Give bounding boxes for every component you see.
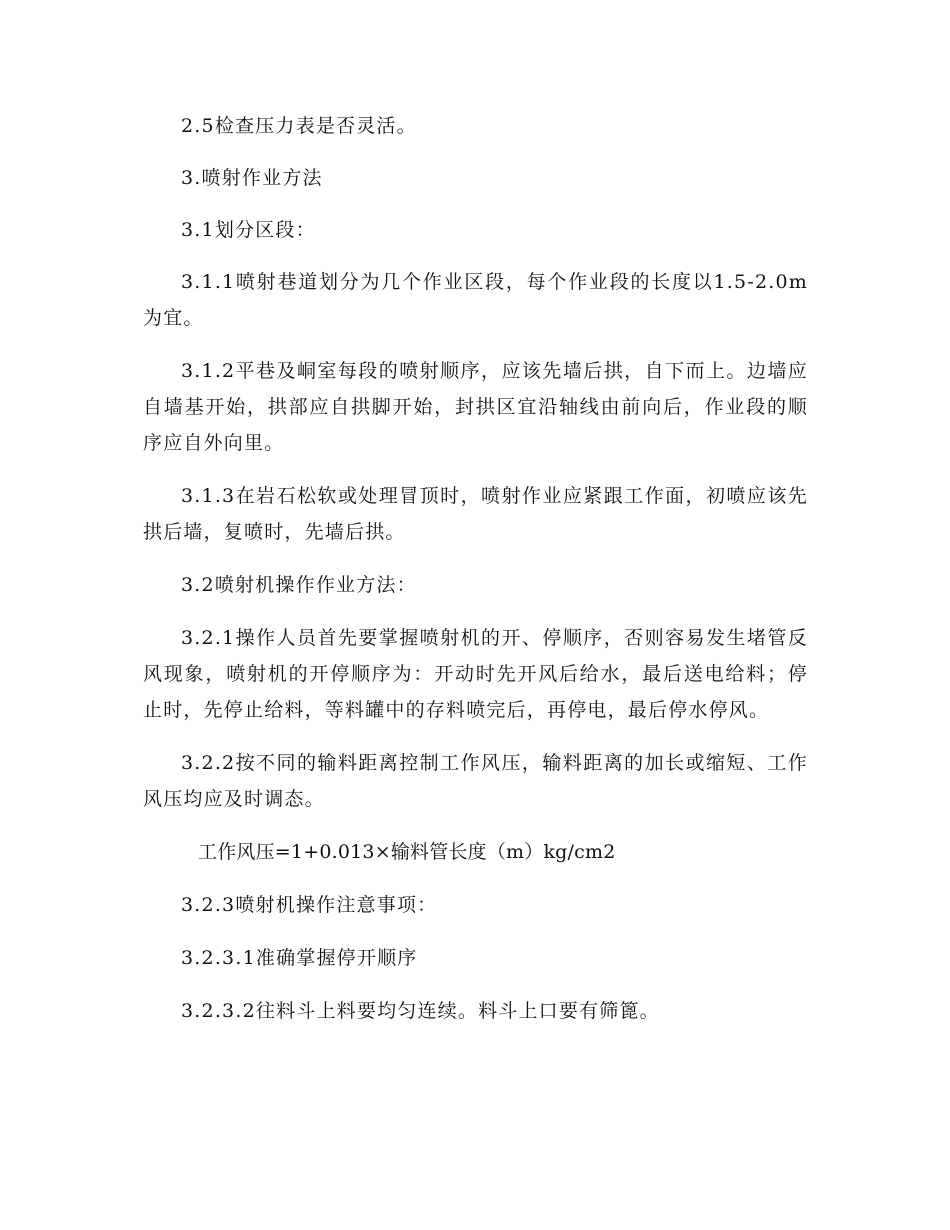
paragraph-3-2-2: 3.2.2按不同的输料距离控制工作风压，输料距离的加长或缩短、工作风压均应及时调态。 xyxy=(143,752,808,810)
heading-3-2-machine-operation: 3.2喷射机操作作业方法： xyxy=(181,574,417,596)
paragraph-3-1-2: 3.1.2平巷及峒室每段的喷射顺序，应该先墙后拱，自下而上。边墙应自墙基开始，拱部应自拱脚开始，封拱区宜沿轴线由前向后，作业段的顺序应自外向里。 xyxy=(143,360,808,454)
heading-3-spray-method: 3.喷射作业方法 xyxy=(181,167,323,189)
document-body xyxy=(143,108,808,1029)
working-pressure-formula: 工作风压=1+0.013×输料管长度（m）kg/cm2 xyxy=(198,841,616,863)
paragraph-2-5: 2.5检查压力表是否灵活。 xyxy=(181,115,417,137)
paragraph-3-2-1: 3.2.1操作人员首先要掌握喷射机的开、停顺序，否则容易发生堵管反风现象，喷射机的开停顺序为：开动时先开风后给水，最后送电给料；停止时，先停止给料，等料罐中的存料喷完后，再停电，最后停水停风。 xyxy=(143,627,808,721)
paragraph-3-2-3-2: 3.2.3.2往料斗上料要均匀连续。料斗上口要有筛篦。 xyxy=(181,1000,660,1022)
paragraph-3-1-1: 3.1.1喷射巷道划分为几个作业区段，每个作业段的长度以1.5-2.0m为宜。 xyxy=(143,271,808,329)
heading-3-1-divide-sections: 3.1划分区段： xyxy=(181,219,316,241)
paragraph-3-2-3-1: 3.2.3.1准确掌握停开顺序 xyxy=(181,947,418,969)
paragraph-3-1-3: 3.1.3在岩石松软或处理冒顶时，喷射作业应紧跟工作面，初喷应该先拱后墙，复喷时，先墙后拱。 xyxy=(143,485,808,543)
heading-3-2-3-precautions: 3.2.3喷射机操作注意事项： xyxy=(181,894,438,916)
